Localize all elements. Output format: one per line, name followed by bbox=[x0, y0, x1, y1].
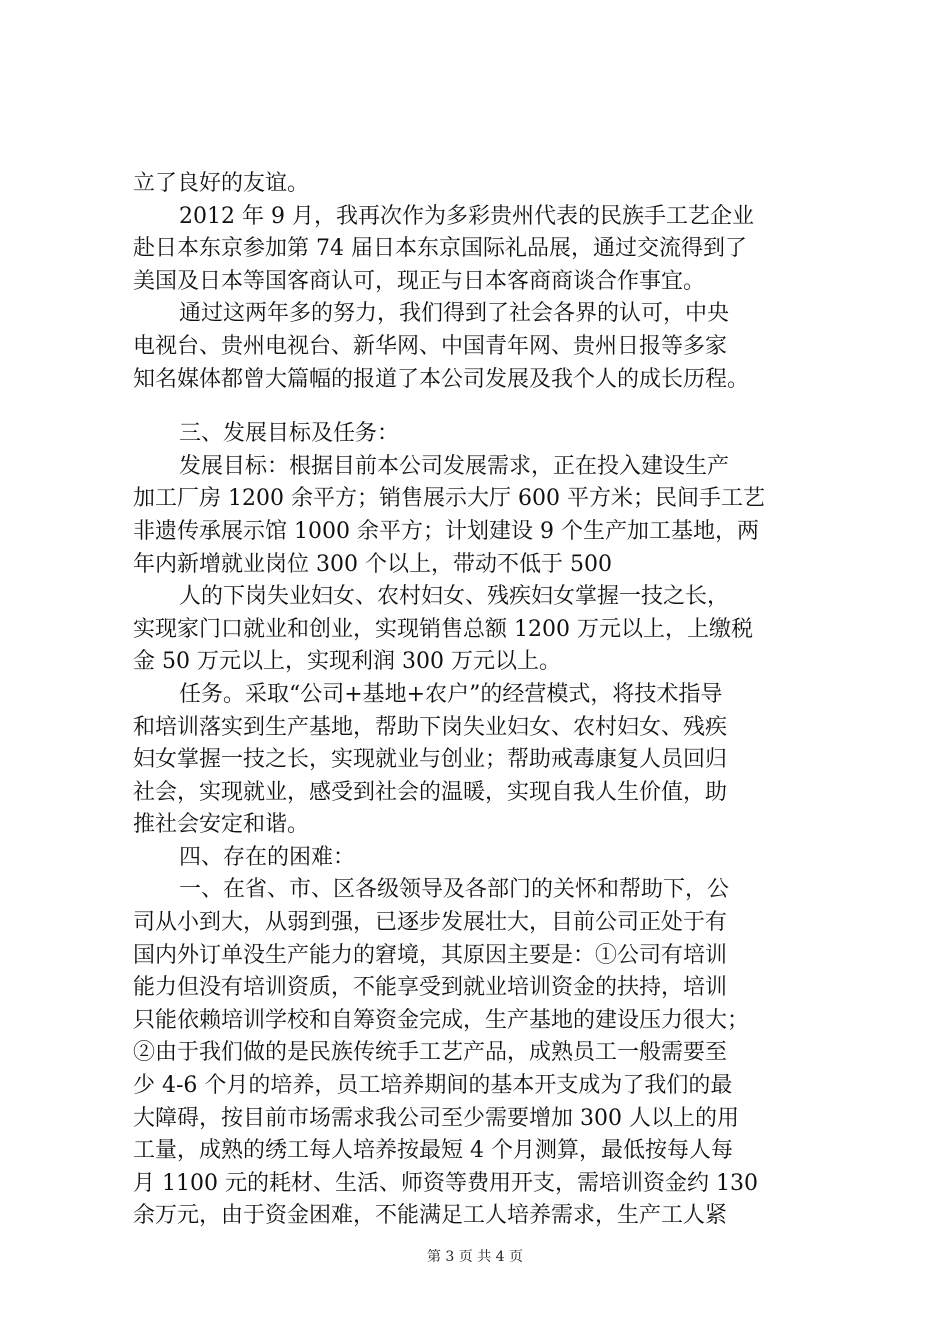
section-heading: 四、存在的困难： bbox=[179, 844, 356, 870]
text-line: 美国及日本等国客商认可，现正与日本客商商谈合作事宜。 bbox=[133, 268, 706, 294]
paragraph-gap bbox=[133, 396, 833, 418]
text-line: 和培训落实到生产基地，帮助下岗失业妇女、农村妇女、残疾 bbox=[133, 714, 728, 740]
text-line: 发展目标：根据目前本公司发展需求，正在投入建设生产 bbox=[179, 453, 730, 479]
body-text bbox=[133, 168, 833, 1233]
text-line: 知名媒体都曾大篇幅的报道了本公司发展及我个人的成长历程。 bbox=[133, 366, 750, 392]
text-line: 实现家门口就业和创业，实现销售总额 1200 万元以上，上缴税 bbox=[133, 616, 753, 642]
text-line: 社会，实现就业，感受到社会的温暖，实现自我人生价值，助 bbox=[133, 779, 728, 805]
text-line: 工量，成熟的绣工每人培养按最短 4 个月测算，最低按每人每 bbox=[133, 1138, 733, 1164]
text-line: 2012 年 9 月，我再次作为多彩贵州代表的民族手工艺企业 bbox=[179, 203, 754, 229]
text-line: ②由于我们做的是民族传统手工艺产品，成熟员工一般需要至 bbox=[133, 1040, 728, 1066]
text-line: 赴日本东京参加第 74 届日本东京国际礼品展，通过交流得到了 bbox=[133, 236, 747, 262]
text-line: 国内外订单没生产能力的窘境，其原因主要是：①公司有培训 bbox=[133, 942, 728, 968]
text-line: 通过这两年多的努力，我们得到了社会各界的认可，中央 bbox=[179, 301, 730, 327]
text-line: 立了良好的友谊。 bbox=[133, 171, 310, 196]
text-line: 金 50 万元以上，实现利润 300 万元以上。 bbox=[133, 649, 561, 675]
text-line: 余万元，由于资金困难，不能满足工人培养需求，生产工人紧 bbox=[133, 1203, 728, 1229]
text-line: 电视台、贵州电视台、新华网、中国青年网、贵州日报等多家 bbox=[133, 333, 728, 359]
page-footer: 第 3 页 共 4 页 bbox=[426, 1249, 524, 1265]
text-line: 年内新增就业岗位 300 个以上，带动不低于 500 bbox=[133, 551, 612, 577]
text-line: 加工厂房 1200 余平方；销售展示大厅 600 平方米；民间手工艺 bbox=[133, 486, 765, 512]
section-heading: 三、发展目标及任务： bbox=[179, 421, 400, 447]
text-line: 能力但没有培训资质，不能享受到就业培训资金的扶持，培训 bbox=[133, 975, 728, 1001]
text-line: 大障碍，按目前市场需求我公司至少需要增加 300 人以上的用 bbox=[133, 1105, 739, 1131]
text-line: 只能依赖培训学校和自筹资金完成，生产基地的建设压力很大； bbox=[133, 1007, 750, 1033]
text-line: 少 4-6 个月的培养，员工培养期间的基本开支成为了我们的最 bbox=[133, 1073, 733, 1099]
text-line: 妇女掌握一技之长，实现就业与创业；帮助戒毒康复人员回归 bbox=[133, 747, 728, 773]
text-line: 一、在省、市、区各级领导及各部门的关怀和帮助下，公 bbox=[179, 877, 730, 903]
text-line: 非遗传承展示馆 1000 余平方；计划建设 9 个生产加工基地，两 bbox=[133, 518, 759, 544]
text-line: 人的下岗失业妇女、农村妇女、残疾妇女掌握一技之长， bbox=[179, 584, 730, 610]
text-line: 司从小到大，从弱到强，已逐步发展壮大，目前公司正处于有 bbox=[133, 910, 728, 936]
text-line: 月 1100 元的耗材、生活、师资等费用开支，需培训资金约 130 bbox=[133, 1170, 758, 1196]
text-line: 推社会安定和谐。 bbox=[133, 812, 310, 838]
text-line: 任务。采取“公司+基地+农户”的经营模式，将技术指导 bbox=[179, 681, 723, 707]
